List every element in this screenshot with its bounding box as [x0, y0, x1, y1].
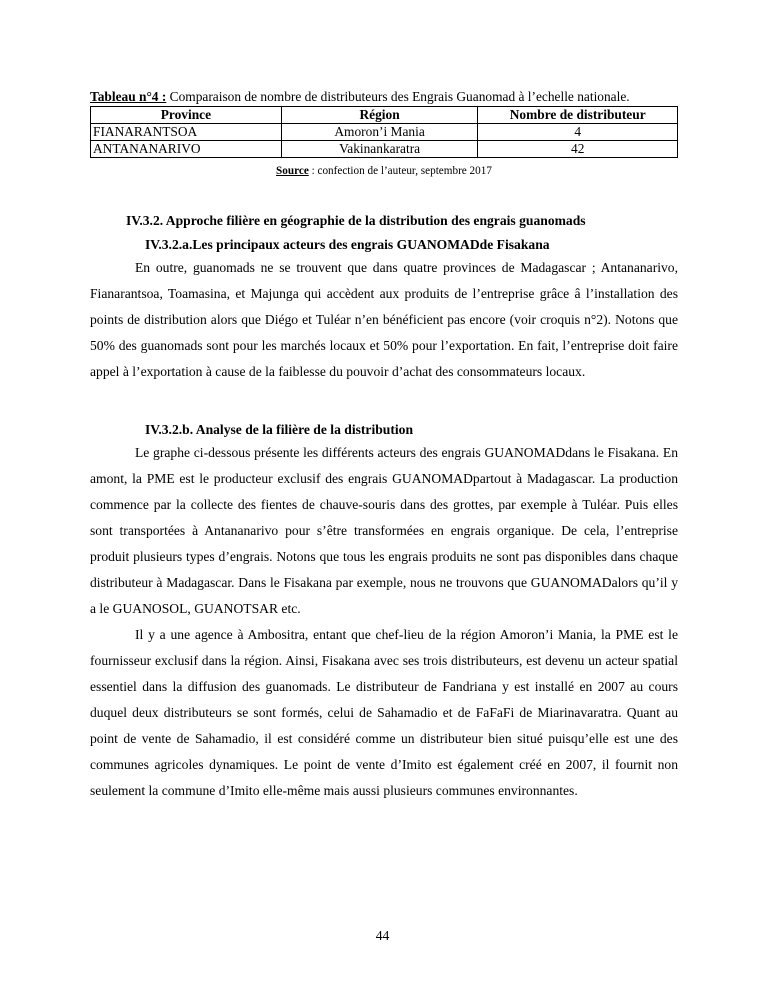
document-page — [90, 88, 678, 804]
cell-province: FIANARANTSOA — [91, 124, 282, 141]
table-caption — [90, 88, 678, 105]
table-caption-text: Comparaison de nombre de distributeurs des Engrais Guanomad à l’echelle nationale. — [166, 89, 630, 104]
cell-count: 4 — [478, 124, 678, 141]
paragraph: En outre, guanomads ne se trouvent que dans quatre provinces de Madagascar ; Antananarivo, Fianarantsoa, Toamasina, et Majunga qui accèdent aux produits de l’entreprise grâce â l’installation des points de distribution alors que Diégo et Tuléar n’en bénéficient pas encore (voir croquis n°2). Notons que 50% des guanomads sont pour les marchés locaux et 50% pour l’exportation. En fait, l’entreprise doit faire appel à l’exportation à cause de la faiblesse du pouvoir d’achat des consommateurs locaux. — [90, 260, 678, 379]
distributor-table — [90, 106, 678, 158]
subsection-a-heading: IV.3.2.a.Les principaux acteurs des engrais GUANOMADde Fisakana — [145, 237, 550, 252]
table-source — [90, 164, 678, 178]
page-number: 44 — [375, 928, 390, 943]
cell-region: Vakinankaratra — [281, 141, 478, 158]
cell-count: 42 — [478, 141, 678, 158]
header-distributor-count: Nombre de distributeur — [478, 107, 678, 124]
paragraph: Il y a une agence à Ambositra, entant que chef-lieu de la région Amoron’i Mania, la PME est le fournisseur exclusif dans la région. Ainsi, Fisakana avec ses trois distributeurs, est devenu un acteur spatial essentiel dans la diffusion des guanomads. Le distributeur de Fandriana y est installé en 2007 au cours duquel deux distributeurs se sont formés, celui de Sahamadio et de FaFaFi de Miarinavaratra. Quant au point de vente de Sahamadio, il est considéré comme un distributeur bien situé puisqu’elle est une des communes agricoles dynamiques. Le point de vente d’Imito est également créé en 2007, il fournit non seulement la commune d’Imito elle-même mais aussi plusieurs communes environnantes. — [90, 627, 678, 798]
section-heading: IV.3.2. Approche filière en géographie de la distribution des engrais guanomads — [126, 213, 586, 228]
paragraph: Le graphe ci-dessous présente les différents acteurs des engrais GUANOMADdans le Fisakana. En amont, la PME est le producteur exclusif des engrais GUANOMADpartout à Madagascar. La production commence par la collecte des fientes de chauve-souris dans des grottes, par exemple à Tuléar. Puis elles sont transportées à Antananarivo pour s’être transformées en engrais organique. De cela, l’entreprise produit plusieurs types d’engrais. Notons que tous les engrais produits ne sont pas disponibles dans chaque distributeur à Madagascar. Dans le Fisakana par exemple, nous ne trouvons que GUANOMADalors qu’il y a le GUANOSOL, GUANOTSAR etc. — [90, 445, 678, 616]
source-label: Source — [276, 165, 309, 177]
source-text: : confection de l’auteur, septembre 2017 — [308, 165, 492, 177]
table-row — [91, 124, 678, 141]
cell-region: Amoron’i Mania — [281, 124, 478, 141]
cell-province: ANTANANARIVO — [91, 141, 282, 158]
header-region: Région — [281, 107, 478, 124]
table-caption-label: Tableau n°4 : — [90, 89, 167, 104]
table-header-row — [91, 107, 678, 124]
subsection-b-heading: IV.3.2.b. Analyse de la filière de la distribution — [145, 422, 414, 437]
table-row — [91, 141, 678, 158]
header-province: Province — [91, 107, 282, 124]
